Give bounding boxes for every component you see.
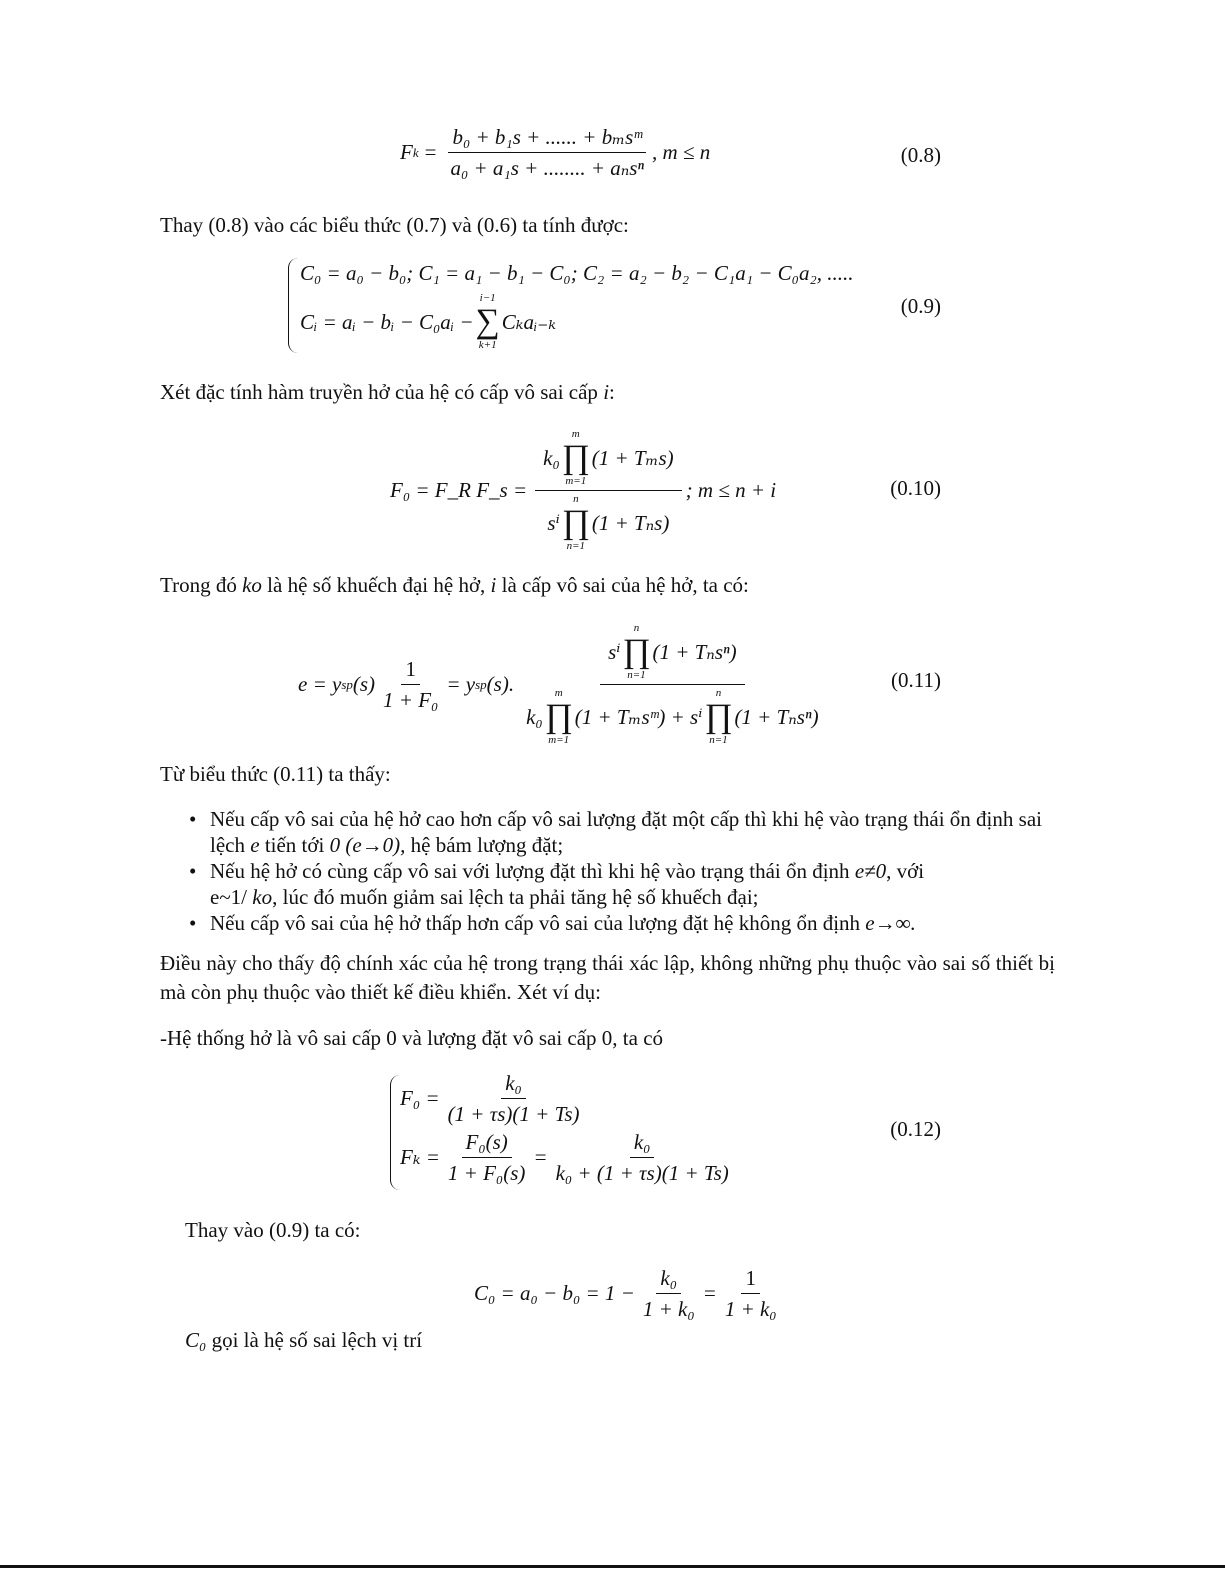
paragraph: C₀ gọi là hệ số sai lệch vị trí bbox=[185, 1328, 423, 1352]
fraction: sⁱ n ∏ n=1 (1 + Tₙsⁿ) k₀ m ∏ m=1 (1 + Tₘsᵐ) + sⁱ n ∏ n=1 (1 + Tₙsⁿ) bbox=[526, 622, 819, 746]
paragraph: Trong đó ko là hệ số khuếch đại hệ hở, i là cấp vô sai của hệ hở, ta có: bbox=[160, 573, 749, 597]
eq-line-2-term: Cₖaᵢ₋ₖ bbox=[501, 309, 557, 334]
fraction: $\frac{1}{\text{1 + F₀}}$ bbox=[383, 657, 439, 712]
paragraph: Từ biểu thức (0.11) ta thấy: bbox=[160, 762, 391, 786]
equation-c0: C₀ = a₀ − b₀ = 1 − $\frac{\text{k₀}}{\text{1 + k₀}}$ = $\frac{1}{\text{1 + k₀}}$ bbox=[474, 1266, 777, 1321]
left-brace bbox=[288, 258, 299, 353]
eq-line-2: Cᵢ = aᵢ − bᵢ − C₀aᵢ − bbox=[300, 309, 474, 334]
equation-0-8: F k = $\frac{\text{b₀ + b₁s + ...... + bₘsᵐ}}{\text{a₀ + a₁s + ........ + aₙsⁿ}}$ , m ≤ n bbox=[400, 125, 711, 180]
bullet-list bbox=[185, 806, 1065, 936]
sum-operator: i−1 ∑ k+1 bbox=[475, 292, 500, 351]
fraction: k₀ m ∏ m=1 (1 + Tₘs) sⁱ n ∏ n=1 (1 + Tₙs) bbox=[535, 428, 682, 553]
fraction bbox=[446, 124, 648, 181]
equation-number: (0.11) bbox=[891, 668, 941, 692]
equation-0-10 bbox=[390, 428, 776, 553]
list-item: • Nếu hệ hở có cùng cấp vô sai với lượng đặt thì khi hệ vào trạng thái ổn định e≠0, với e~1/ ko, lúc đó muốn giảm sai lệch ta phải tăng hệ số khuếch đại; bbox=[185, 858, 1065, 910]
page-bottom-rule bbox=[0, 1565, 1225, 1568]
eq-lhs: F bbox=[400, 140, 413, 164]
eq-condition: , m ≤ n bbox=[652, 140, 711, 164]
equation-number: (0.9) bbox=[900, 294, 941, 318]
sum-lower: k+1 bbox=[478, 339, 497, 351]
eq-lhs-sub: k bbox=[412, 144, 419, 160]
eq-line-1: C₀ = a₀ − b₀; C₁ = a₁ − b₁ − C₀; C₂ = a₂ − b₂ − C₁a₁ − C₀a₂, ..... bbox=[300, 261, 854, 285]
equation-number: (0.12) bbox=[890, 1117, 941, 1141]
denominator: a₀ + a₁s + ........ + aₙsⁿ bbox=[450, 156, 645, 180]
paragraph: Điều này cho thấy độ chính xác của hệ trong trạng thái xác lập, không những phụ thuộc vào sai số thiết bị mà còn phụ thuộc vào thiết kế điều khiển. Xét ví dụ: bbox=[160, 951, 1055, 1004]
equation-0-12: F₀ = $\frac{\text{k₀}}{(1 + \tau s)(1 + Ts)}$ Fₖ = $\frac{\text{F₀(s)}}{\text{1 + F₀(s)}}$ = $\frac{\text{k₀}}{\text{k₀ + (1 + τs)(1 + Ts)}}$ bbox=[400, 1071, 729, 1185]
list-item: • Nếu cấp vô sai của hệ hở thấp hơn cấp vô sai của lượng đặt hệ không ổn định e→∞. bbox=[185, 910, 1065, 936]
equation-number: (0.10) bbox=[890, 476, 941, 500]
numerator: b₀ + b₁s + ...... + bₘsᵐ bbox=[448, 124, 646, 153]
paragraph: Thay (0.8) vào các biểu thức (0.7) và (0.6) ta tính được: bbox=[160, 213, 629, 237]
equation-0-11: e = y sp (s) $\frac{1}{\text{1 + F₀}}$ = y sp (s). sⁱ n ∏ n=1 (1 + Tₙsⁿ) k₀ m ∏ m=1 (1 + Tₘsᵐ) + sⁱ n ∏ n=1 (1 + Tₙsⁿ) bbox=[298, 622, 831, 747]
equation-0-9 bbox=[300, 258, 854, 352]
equation-number: (0.8) bbox=[900, 143, 941, 167]
eq-lhs: F₀ = F_R F_s = bbox=[390, 478, 528, 502]
paragraph: -Hệ thống hở là vô sai cấp 0 và lượng đặt vô sai cấp 0, ta có bbox=[160, 1026, 664, 1050]
paragraph: Thay vào (0.9) ta có: bbox=[185, 1218, 361, 1242]
list-item: • Nếu cấp vô sai của hệ hở cao hơn cấp vô sai lượng đặt một cấp thì khi hệ vào trạng thái ổn định sai lệch e tiến tới 0 (e→0), hệ bám lượng đặt; bbox=[185, 806, 1065, 858]
eq-condition: ; m ≤ n + i bbox=[685, 478, 777, 502]
sum-upper: i−1 bbox=[479, 292, 496, 304]
paragraph: Xét đặc tính hàm truyền hở của hệ có cấp vô sai cấp i: bbox=[160, 380, 615, 404]
